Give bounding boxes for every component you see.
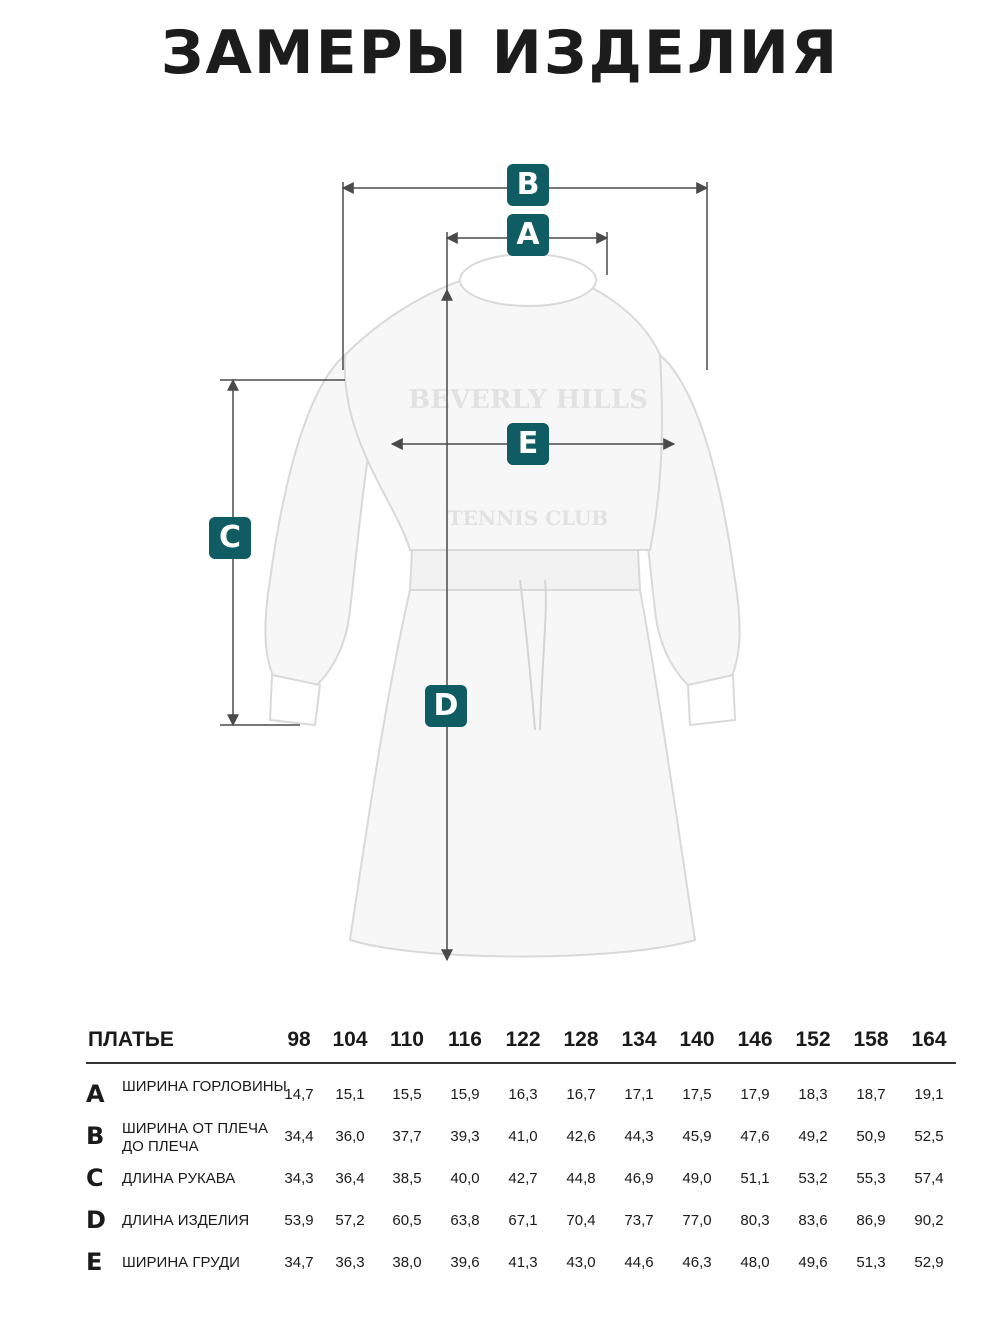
row-name: ШИРИНА ГОРЛОВИНЫ [122, 1078, 287, 1095]
table-cell: 14,7 [284, 1086, 314, 1103]
table-cell: 39,6 [450, 1254, 480, 1271]
table-cell: 46,3 [682, 1254, 712, 1271]
table-cell: 70,4 [566, 1212, 596, 1229]
table-cell: 15,1 [335, 1086, 365, 1103]
table-row [86, 1200, 956, 1242]
print-line1: BEVERLY HILLS [408, 385, 648, 415]
table-cell: 41,3 [508, 1254, 538, 1271]
dress-illustration [0, 140, 1000, 980]
table-cell: 67,1 [508, 1212, 538, 1229]
size-134: 134 [621, 1028, 657, 1051]
label-d-badge: D [425, 685, 467, 727]
row-name: ДЛИНА ИЗДЕЛИЯ [122, 1212, 250, 1229]
label-a-badge: A [507, 214, 549, 256]
table-cell: 34,7 [284, 1254, 314, 1271]
table-cell: 80,3 [740, 1212, 770, 1229]
table-cell: 57,2 [335, 1212, 365, 1229]
size-146: 146 [737, 1028, 773, 1051]
table-cell: 49,2 [798, 1128, 828, 1145]
dress-diagram [0, 140, 1000, 980]
table-cell: 83,6 [798, 1212, 828, 1229]
table-cell: 19,1 [914, 1086, 944, 1103]
size-110: 110 [390, 1028, 424, 1051]
size-122: 122 [505, 1028, 541, 1051]
table-cell: 43,0 [566, 1254, 596, 1271]
size-116: 116 [448, 1028, 482, 1051]
size-98: 98 [287, 1028, 311, 1051]
table-cell: 39,3 [450, 1128, 480, 1145]
table-cell: 34,3 [284, 1170, 314, 1187]
size-158: 158 [853, 1028, 889, 1051]
row-letter: B [86, 1122, 105, 1150]
table-cell: 36,3 [335, 1254, 365, 1271]
size-128: 128 [563, 1028, 599, 1051]
table-cell: 38,5 [392, 1170, 422, 1187]
table-row [86, 1074, 956, 1116]
table-cell: 86,9 [856, 1212, 886, 1229]
table-cell: 15,5 [392, 1086, 422, 1103]
row-letter: C [86, 1164, 104, 1192]
table-row [86, 1242, 956, 1284]
row-name: ШИРИНА ГРУДИ [122, 1254, 240, 1271]
table-cell: 15,9 [450, 1086, 480, 1103]
table-cell: 44,3 [624, 1128, 654, 1145]
table-cell: 37,7 [392, 1128, 422, 1145]
table-cell: 51,1 [740, 1170, 770, 1187]
table-cell: 77,0 [682, 1212, 712, 1229]
table-cell: 44,6 [624, 1254, 654, 1271]
table-cell: 49,0 [682, 1170, 712, 1187]
table-cell: 16,3 [508, 1086, 538, 1103]
label-c-badge: C [209, 517, 251, 559]
label-b-badge: B [507, 164, 549, 206]
table-cell: 63,8 [450, 1212, 480, 1229]
size-152: 152 [795, 1028, 831, 1051]
table-cell: 52,9 [914, 1254, 944, 1271]
size-164: 164 [911, 1028, 947, 1051]
table-cell: 73,7 [624, 1212, 654, 1229]
table-cell: 45,9 [682, 1128, 712, 1145]
table-cell: 60,5 [392, 1212, 422, 1229]
table-cell: 42,7 [508, 1170, 538, 1187]
table-cell: 90,2 [914, 1212, 944, 1229]
table-cell: 41,0 [508, 1128, 538, 1145]
size-104: 104 [332, 1028, 368, 1051]
table-cell: 51,3 [856, 1254, 886, 1271]
print-line2: TENNIS CLUB [447, 506, 609, 530]
size-140: 140 [679, 1028, 715, 1051]
table-cell: 17,1 [624, 1086, 654, 1103]
page-title: ЗАМЕРЫ ИЗДЕЛИЯ [160, 18, 840, 88]
table-cell: 53,2 [798, 1170, 828, 1187]
label-e-badge: E [507, 423, 549, 465]
table-cell: 17,5 [682, 1086, 712, 1103]
row-name: ДЛИНА РУКАВА [122, 1170, 236, 1187]
table-cell: 17,9 [740, 1086, 770, 1103]
table-cell: 18,3 [798, 1086, 828, 1103]
table-cell: 50,9 [856, 1128, 886, 1145]
table-cell: 55,3 [856, 1170, 886, 1187]
table-cell: 49,6 [798, 1254, 828, 1271]
table-cell: 16,7 [566, 1086, 596, 1103]
row-name: ШИРИНА ОТ ПЛЕЧА ДО ПЛЕЧА [122, 1120, 268, 1155]
table-cell: 40,0 [450, 1170, 480, 1187]
size-table [86, 1022, 956, 1284]
row-letter: E [86, 1248, 103, 1276]
table-cell: 48,0 [740, 1254, 770, 1271]
table-row [86, 1158, 956, 1200]
table-cell: 38,0 [392, 1254, 422, 1271]
table-cell: 34,4 [284, 1128, 314, 1145]
table-cell: 52,5 [914, 1128, 944, 1145]
table-cell: 44,8 [566, 1170, 596, 1187]
table-cell: 57,4 [914, 1170, 944, 1187]
table-cell: 47,6 [740, 1128, 770, 1145]
table-cell: 46,9 [624, 1170, 654, 1187]
table-cell: 36,0 [335, 1128, 365, 1145]
table-cell: 53,9 [284, 1212, 314, 1229]
dress-shape [265, 254, 739, 957]
table-row [86, 1116, 956, 1158]
table-header [86, 1022, 956, 1064]
table-header-label: ПЛАТЬЕ [88, 1028, 174, 1051]
row-letter: A [86, 1080, 105, 1108]
row-letter: D [86, 1206, 106, 1234]
table-cell: 18,7 [856, 1086, 886, 1103]
table-cell: 36,4 [335, 1170, 365, 1187]
table-cell: 42,6 [566, 1128, 596, 1145]
